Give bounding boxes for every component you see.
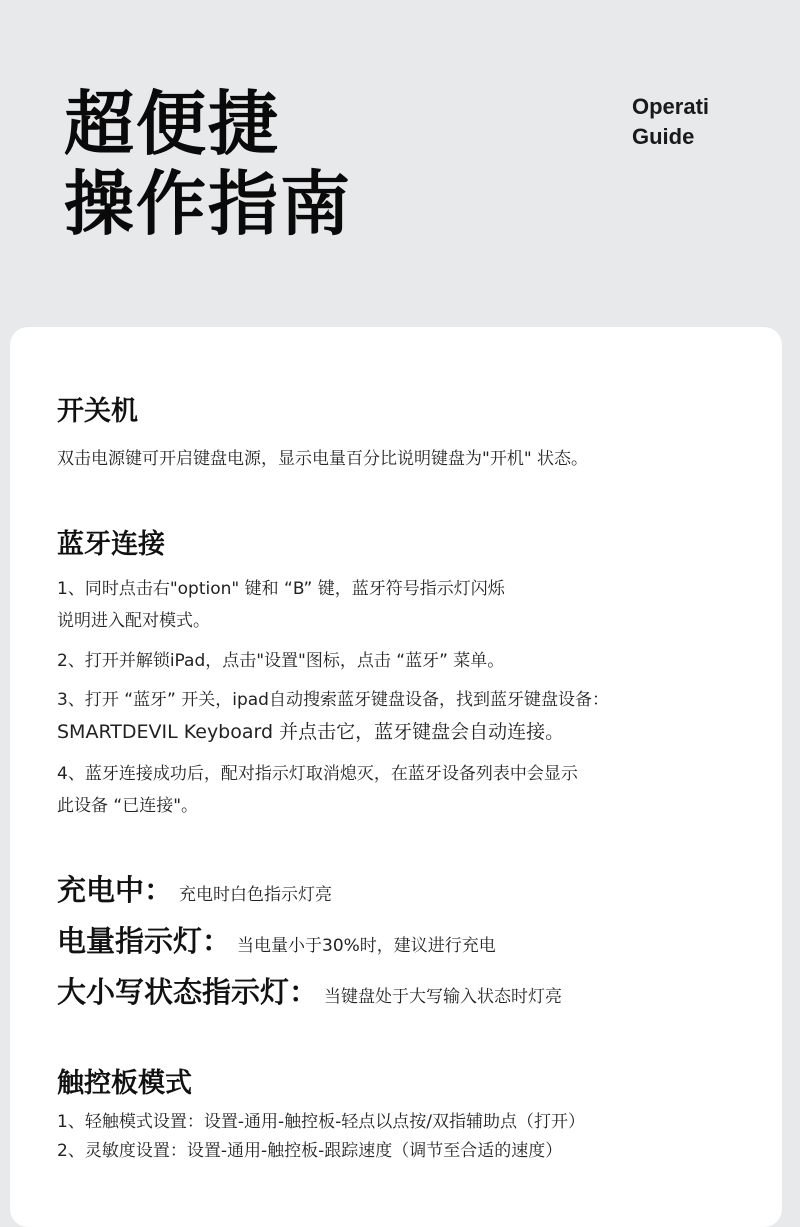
charging-indicator: [57, 868, 332, 909]
hero-subtitle-line2: Guide: [632, 124, 695, 149]
battery-indicator: [57, 919, 496, 960]
touchpad-item1: 1、轻触模式设置：设置-通用-触控板-轻点以点按/双指辅助点（打开）: [57, 1112, 585, 1132]
hero-subtitle-line1: Operati: [632, 94, 710, 119]
bluetooth-step3-line2: SMARTDEVIL Keyboard 并点击它，蓝牙键盘会自动连接。: [57, 721, 565, 743]
caps-indicator: [57, 970, 562, 1011]
charging-label: 充电中：: [57, 873, 174, 907]
bluetooth-step1-line1: 1、同时点击右"option" 键和 “B” 键，蓝牙符号指示灯闪烁: [57, 579, 505, 599]
hero-title: [64, 84, 352, 244]
hero-subtitle: [632, 92, 709, 152]
bluetooth-step3-line1: 3、打开 “蓝牙” 开关，ipad自动搜索蓝牙键盘设备，找到蓝牙键盘设备：: [57, 690, 609, 710]
charging-text: 充电时白色指示灯亮: [179, 885, 333, 905]
bluetooth-section-title: 蓝牙连接: [57, 529, 165, 560]
hero-title-line1: 超便捷: [64, 83, 280, 165]
caps-label: 大小写状态指示灯：: [57, 975, 319, 1009]
power-section-title: 开关机: [57, 396, 138, 427]
hero-title-line2: 操作指南: [64, 163, 352, 245]
touchpad-item2: 2、灵敏度设置：设置-通用-触控板-跟踪速度（调节至合适的速度）: [57, 1141, 563, 1161]
bluetooth-step4-line1: 4、蓝牙连接成功后，配对指示灯取消熄灭，在蓝牙设备列表中会显示: [57, 764, 578, 784]
power-section-text: 双击电源键可开启键盘电源，显示电量百分比说明键盘为"开机" 状态。: [57, 449, 589, 469]
bluetooth-step2: 2、打开并解锁iPad，点击"设置"图标，点击 “蓝牙” 菜单。: [57, 651, 505, 671]
touchpad-section-title: 触控板模式: [57, 1068, 192, 1099]
bluetooth-step4-line2: 此设备 “已连接"。: [57, 796, 199, 816]
battery-label: 电量指示灯：: [57, 924, 232, 958]
battery-text: 当电量小于30%时，建议进行充电: [237, 936, 496, 956]
instruction-card: [10, 327, 782, 1227]
bluetooth-step1-line2: 说明进入配对模式。: [57, 611, 210, 631]
caps-text: 当键盘处于大写输入状态时灯亮: [324, 987, 563, 1007]
